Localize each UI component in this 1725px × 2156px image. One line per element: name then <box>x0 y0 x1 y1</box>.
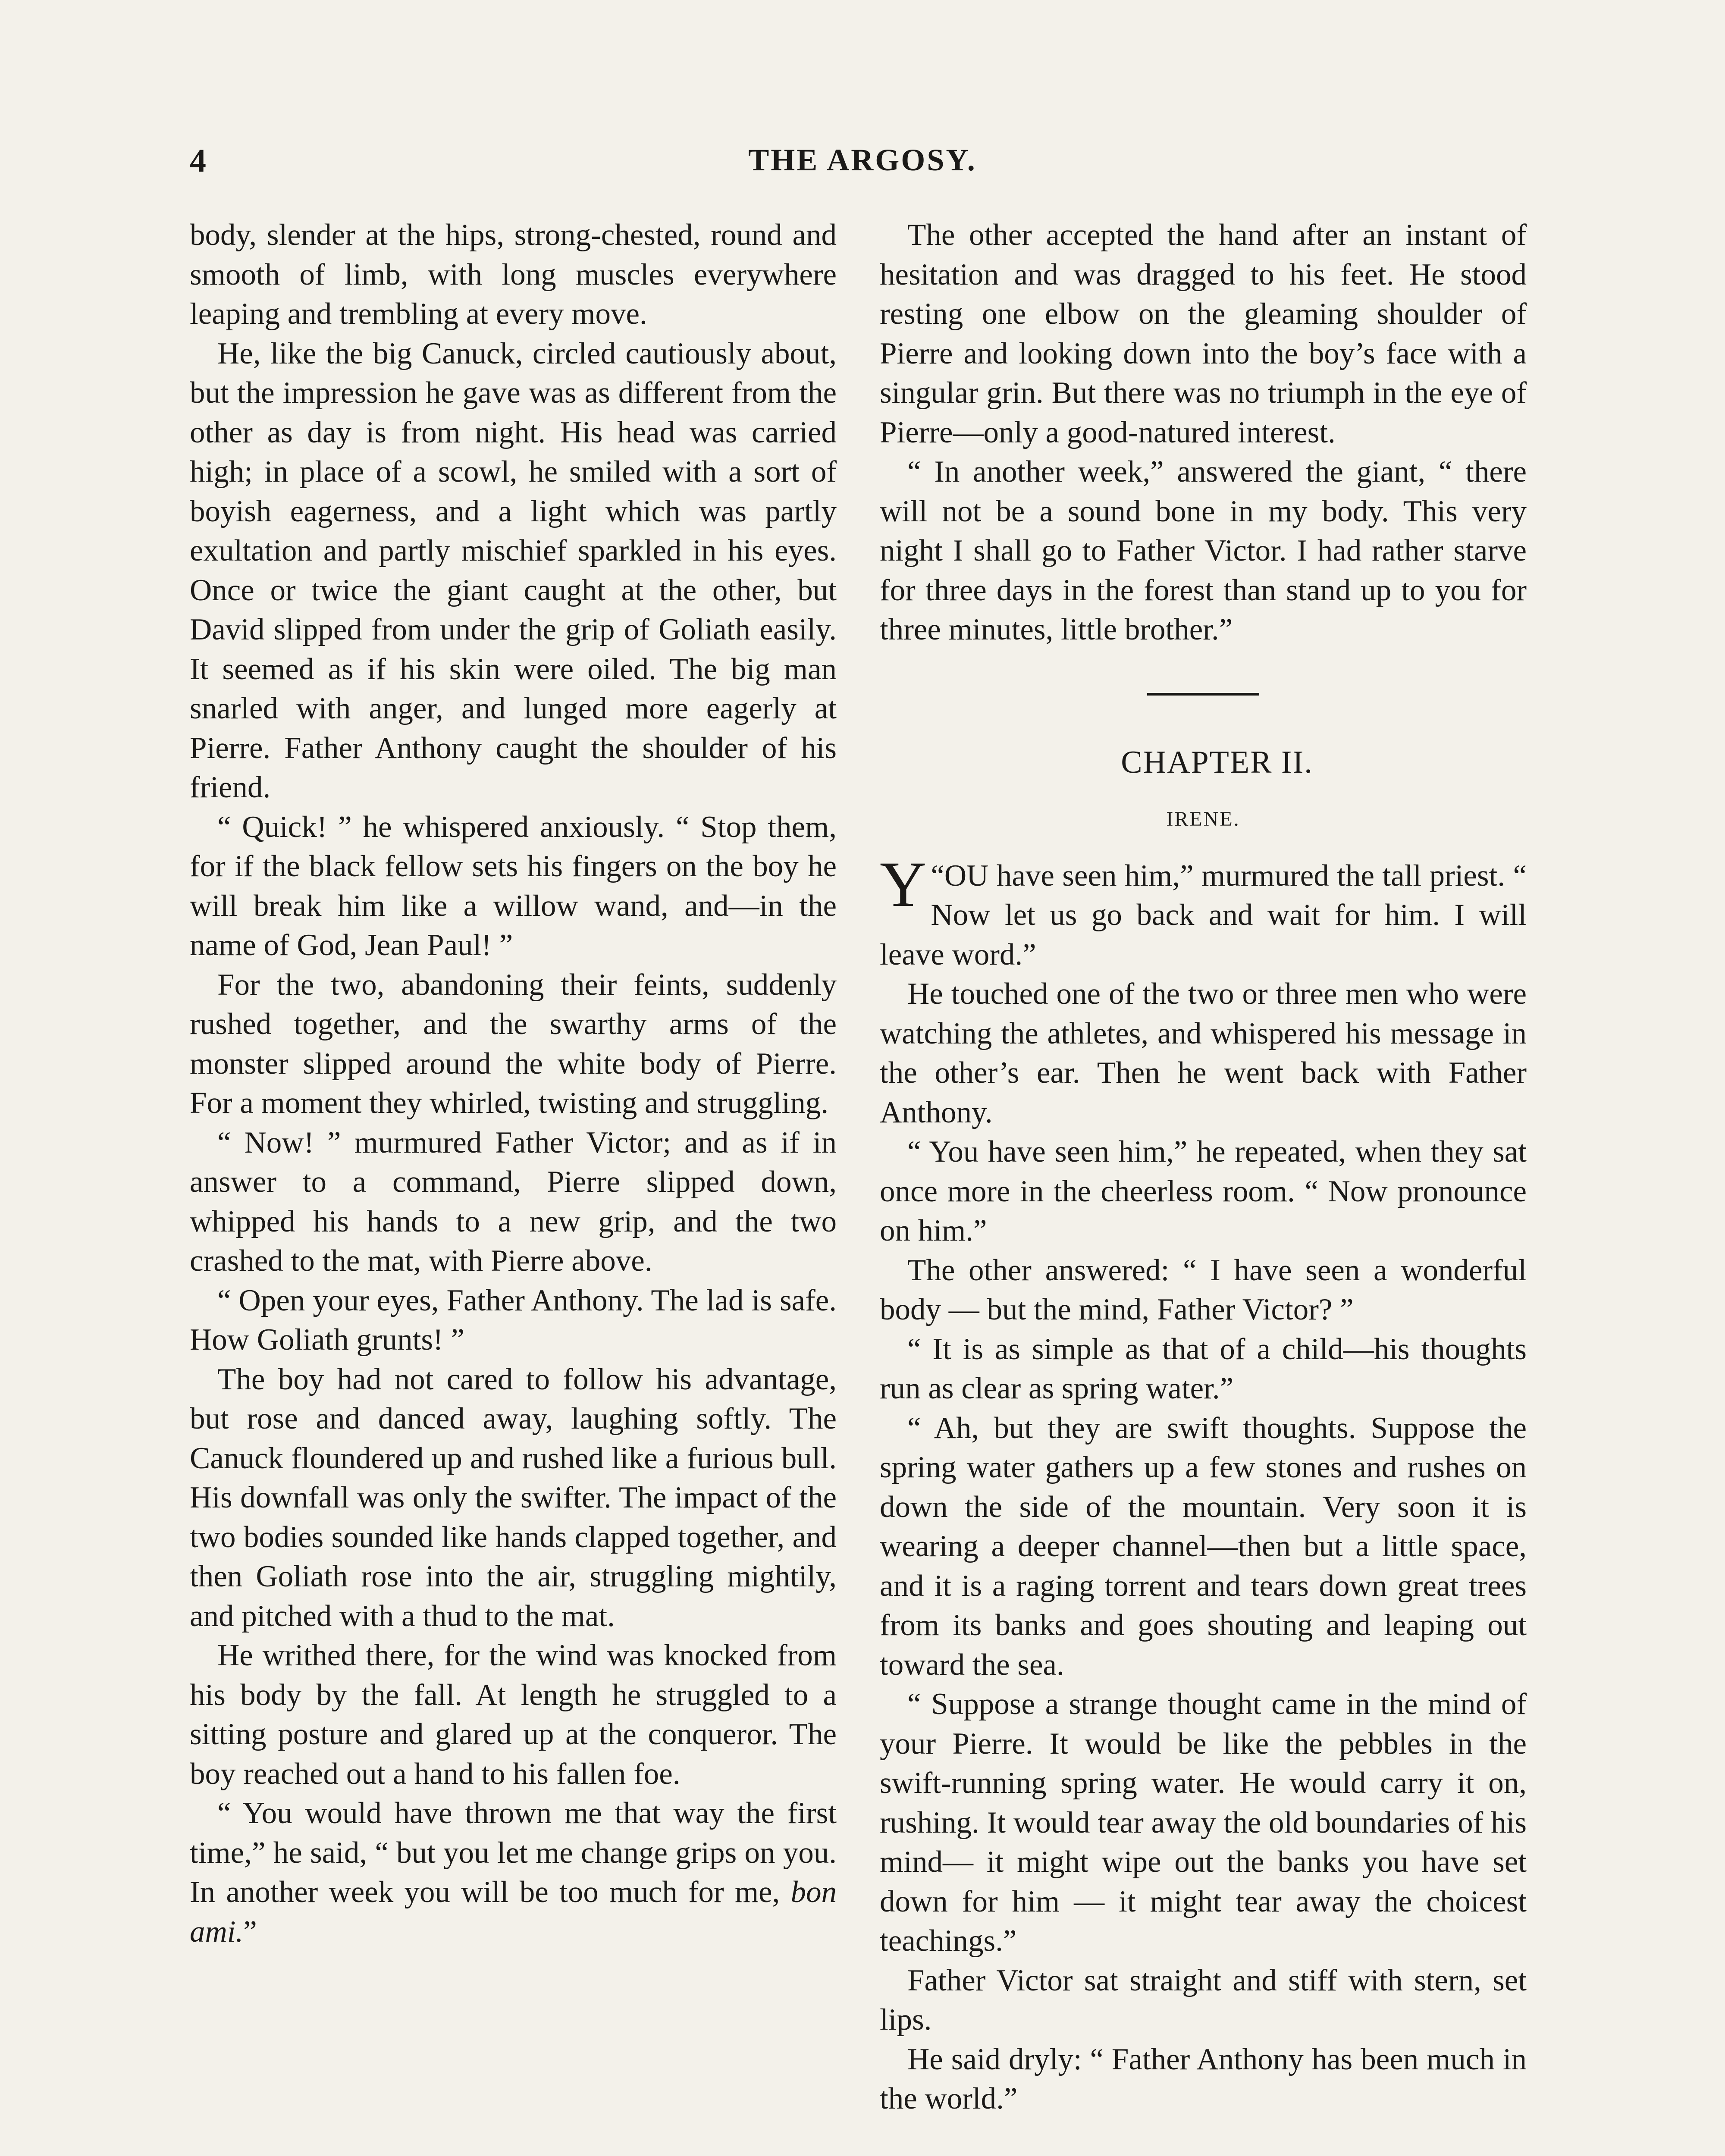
section-divider <box>1147 693 1259 696</box>
running-title: THE ARGOSY. <box>748 143 977 177</box>
paragraph: He touched one of the two or three men who were watching the athletes, and whispered his message in the other’s ear. Then he went back with Father Anthony. <box>880 977 1527 1129</box>
paragraph: “ Ah, but they are swift thoughts. Suppose the spring water gathers up a few stones and rushes on down the side of the mountain. Very soon it is wearing a deeper channel—then but a little space, and it is a raging torrent and tears down great trees from its banks and goes shouting and leaping out toward the sea. <box>880 1411 1527 1682</box>
paragraph: He said dryly: “ Father Anthony has been much in the world.” <box>880 2042 1527 2115</box>
paragraph: “ You have seen him,” he repeated, when they sat once more in the cheerless room. “ Now pronounce on him.” <box>880 1135 1527 1247</box>
paragraph: body, slender at the hips, strong-chested, round and smooth of limb, with long muscles everywhere leaping and trembling at every move. <box>190 218 837 331</box>
paragraph: He writhed there, for the wind was knocked from his body by the fall. At length he struggled to a sitting posture and glared up at the conqueror. The boy reached out a hand to his fallen foe. <box>190 1639 837 1791</box>
paragraph: “ Now! ” murmured Father Victor; and as if in answer to a command, Pierre slipped down, whipped his hands to a new grip, and the two crashed to the mat, with Pierre above. <box>190 1125 837 1278</box>
right-column <box>880 216 1527 2119</box>
paragraph: The other answered: “ I have seen a wonderful body — but the mind, Father Victor? ” <box>880 1253 1527 1326</box>
paragraph: “ It is as simple as that of a child—his thoughts run as clear as spring water.” <box>880 1332 1527 1405</box>
italic-phrase: bon ami. <box>190 1875 837 1949</box>
paragraph: The boy had not cared to follow his advantage, but rose and danced away, laughing softly. The Canuck floundered up and rushed like a furious bull. His downfall was only the swifter. The impact of the two bodies sounded like hands clapped together, and then Goliath rose into the air, struggling mightily, and pitched with a thud to the mat. <box>190 1362 837 1633</box>
paragraph: “ In another week,” answered the giant, “ there will not be a sound bone in my body. This very night I shall go to Father Victor. I had rather starve for three days in the forest than stand up to you for three minutes, little brother.” <box>880 455 1527 646</box>
left-column <box>190 216 837 1952</box>
paragraph: Father Victor sat straight and stiff with stern, set lips. <box>880 1963 1527 2037</box>
opening-quote: “ <box>931 859 944 893</box>
paragraph: He, like the big Canuck, circled cautiously about, but the impression he gave was as different from the other as day is from night. His head was carried high; in place of a scowl, he smiled with a sort of boyish eagerness, and a light which was partly exultation and partly mischief sparkled in his eyes. Once or twice the giant caught at the other, but David slipped from under the grip of Goliath easily. It seemed as if his skin were oiled. The big man snarled with anger, and lunged more eagerly at Pierre. Father Anthony caught the shoulder of his friend. <box>190 336 837 804</box>
page-number: 4 <box>190 143 206 179</box>
right-column-top <box>880 216 1527 650</box>
paragraph: “ Quick! ” he whispered anxiously. “ Stop them, for if the black fellow sets his fingers on the boy he will break him like a willow wand, and—in the name of God, Jean Paul! ” <box>190 810 837 962</box>
page-header <box>190 142 1535 194</box>
paragraph: The other accepted the hand after an instant of hesitation and was dragged to his feet. He stood resting one elbow on the gleaming shoulder of Pierre and looking down into the boy’s face with a singular grin. But there was no triumph in the eye of Pierre—only a good-natured interest. <box>880 218 1527 449</box>
chapter-opening-paragraph <box>880 848 1527 975</box>
opening-text: OU have seen him,” murmured the tall priest. “ Now let us go back and wait for him. I will leave word.” <box>880 859 1527 971</box>
closing-quote: ” <box>243 1915 257 1949</box>
right-column-bottom <box>880 975 1527 2119</box>
chapter-subtitle: IRENE. <box>1166 808 1240 830</box>
paragraph: “ Open your eyes, Father Anthony. The lad is safe. How Goliath grunts! ” <box>190 1283 837 1357</box>
drop-cap-letter: Y <box>880 848 927 920</box>
paragraph: “ Suppose a strange thought came in the mind of your Pierre. It would be like the pebbles in the swift-running spring water. He would carry it on, rushing. It would tear away the old boundaries of his mind— it might wipe out the banks you have set down for him — it might tear away the choicest teachings.” <box>880 1687 1527 1958</box>
paragraph: “ You would have thrown me that way the first time,” he said, “ but you let me change grips on you. In another week you will be too much for me, bon ami.” <box>190 1796 837 1949</box>
paragraph: For the two, abandoning their feints, suddenly rushed together, and the swarthy arms of the monster slipped around the white body of Pierre. For a moment they whirled, twisting and struggling. <box>190 968 837 1120</box>
chapter-title: CHAPTER II. <box>1121 744 1313 780</box>
